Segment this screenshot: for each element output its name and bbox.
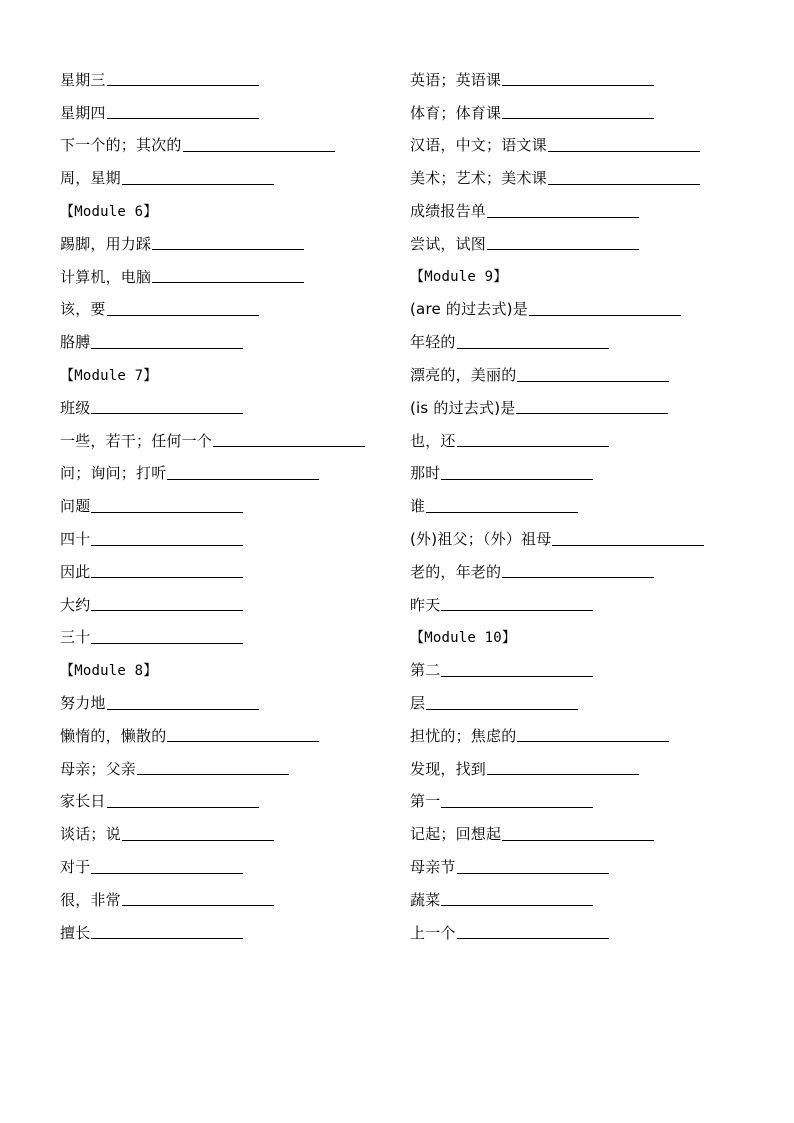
answer-blank[interactable] xyxy=(548,171,700,185)
answer-blank[interactable] xyxy=(441,597,593,611)
vocab-row xyxy=(60,227,365,260)
vocab-prompt: 担忧的；焦虑的 xyxy=(410,726,517,745)
answer-blank[interactable] xyxy=(122,827,274,841)
vocab-row xyxy=(410,686,704,719)
answer-blank[interactable] xyxy=(152,269,304,283)
answer-blank[interactable] xyxy=(517,728,669,742)
vocab-row xyxy=(60,785,365,818)
module-heading xyxy=(410,621,704,654)
answer-blank[interactable] xyxy=(91,630,243,644)
vocab-prompt: 昨天 xyxy=(410,595,441,614)
vocab-prompt: 母亲节 xyxy=(410,858,456,877)
answer-blank[interactable] xyxy=(441,663,593,677)
answer-blank[interactable] xyxy=(122,892,274,906)
answer-blank[interactable] xyxy=(107,794,259,808)
vocab-prompt: 层 xyxy=(410,694,426,713)
vocab-row xyxy=(60,916,365,949)
vocab-prompt: 努力地 xyxy=(60,694,106,713)
answer-blank[interactable] xyxy=(107,696,259,710)
answer-blank[interactable] xyxy=(487,761,639,775)
vocab-row xyxy=(60,621,365,654)
vocab-prompt: 懒惰的，懒散的 xyxy=(60,726,167,745)
answer-blank[interactable] xyxy=(441,794,593,808)
vocab-row xyxy=(60,129,365,162)
vocab-prompt: 问；询问；打听 xyxy=(60,464,167,483)
vocab-prompt: 对于 xyxy=(60,858,91,877)
vocab-prompt: (is 的过去式)是 xyxy=(410,398,516,417)
vocab-prompt: 那时 xyxy=(410,464,441,483)
vocab-prompt: 周，星期 xyxy=(60,169,121,188)
vocab-prompt: 一些，若干；任何一个 xyxy=(60,431,213,450)
answer-blank[interactable] xyxy=(487,204,639,218)
module-heading xyxy=(60,194,365,227)
vocab-prompt: 很，非常 xyxy=(60,890,121,909)
vocab-row xyxy=(60,260,365,293)
vocab-row xyxy=(60,63,365,96)
vocab-row xyxy=(410,161,704,194)
vocab-prompt: 家长日 xyxy=(60,792,106,811)
answer-blank[interactable] xyxy=(183,138,335,152)
vocab-prompt: 第一 xyxy=(410,792,441,811)
vocab-prompt: 下一个的；其次的 xyxy=(60,136,182,155)
vocab-row xyxy=(60,489,365,522)
answer-blank[interactable] xyxy=(426,499,578,513)
vocab-row xyxy=(410,883,704,916)
answer-blank[interactable] xyxy=(137,761,289,775)
module-heading xyxy=(60,653,365,686)
answer-blank[interactable] xyxy=(91,499,243,513)
vocab-prompt: 蔬菜 xyxy=(410,890,441,909)
answer-blank[interactable] xyxy=(441,892,593,906)
vocab-row xyxy=(410,424,704,457)
vocab-prompt: 因此 xyxy=(60,562,91,581)
answer-blank[interactable] xyxy=(107,72,259,86)
answer-blank[interactable] xyxy=(457,335,609,349)
answer-blank[interactable] xyxy=(107,302,259,316)
answer-blank[interactable] xyxy=(502,72,654,86)
vocab-prompt: 尝试，试图 xyxy=(410,234,487,253)
vocab-row xyxy=(60,391,365,424)
vocab-prompt: 四十 xyxy=(60,530,91,549)
vocab-row xyxy=(410,63,704,96)
answer-blank[interactable] xyxy=(91,532,243,546)
answer-blank[interactable] xyxy=(552,532,704,546)
vocab-row xyxy=(410,555,704,588)
module-heading-text: 【Module 6】 xyxy=(60,203,158,220)
vocab-row xyxy=(410,129,704,162)
module-heading-text: 【Module 10】 xyxy=(410,629,517,646)
answer-blank[interactable] xyxy=(91,564,243,578)
module-heading-text: 【Module 8】 xyxy=(60,662,158,679)
vocab-row xyxy=(410,457,704,490)
vocab-row xyxy=(60,457,365,490)
answer-blank[interactable] xyxy=(502,105,654,119)
answer-blank[interactable] xyxy=(91,925,243,939)
vocab-row xyxy=(60,883,365,916)
vocab-prompt: 英语；英语课 xyxy=(410,70,502,89)
answer-blank[interactable] xyxy=(91,597,243,611)
answer-blank[interactable] xyxy=(441,466,593,480)
vocab-row xyxy=(60,96,365,129)
answer-blank[interactable] xyxy=(152,236,304,250)
vocab-prompt: 大约 xyxy=(60,595,91,614)
vocab-prompt: 记起；回想起 xyxy=(410,825,502,844)
answer-blank[interactable] xyxy=(91,860,243,874)
module-heading-text: 【Module 7】 xyxy=(60,367,158,384)
vocab-row xyxy=(410,916,704,949)
vocab-prompt: 年轻的 xyxy=(410,333,456,352)
vocab-row xyxy=(60,522,365,555)
vocab-row xyxy=(410,752,704,785)
module-heading-text: 【Module 9】 xyxy=(410,269,508,286)
answer-blank[interactable] xyxy=(502,564,654,578)
answer-blank[interactable] xyxy=(107,105,259,119)
vocab-prompt: 也，还 xyxy=(410,431,456,450)
vocab-row xyxy=(410,653,704,686)
vocab-row xyxy=(60,817,365,850)
module-heading xyxy=(60,358,365,391)
vocab-prompt: 上一个 xyxy=(410,923,456,942)
vocab-prompt: 发现，找到 xyxy=(410,759,487,778)
answer-blank[interactable] xyxy=(457,433,609,447)
vocab-prompt: 问题 xyxy=(60,497,91,516)
vocab-row xyxy=(410,785,704,818)
vocab-row xyxy=(410,358,704,391)
vocab-row xyxy=(60,719,365,752)
answer-blank[interactable] xyxy=(502,827,654,841)
vocab-row xyxy=(410,227,704,260)
vocab-row xyxy=(410,850,704,883)
vocab-row xyxy=(60,293,365,326)
vocab-prompt: 漂亮的，美丽的 xyxy=(410,366,517,385)
right-column xyxy=(410,63,704,949)
answer-blank[interactable] xyxy=(548,138,700,152)
vocab-row xyxy=(60,161,365,194)
answer-blank[interactable] xyxy=(457,860,609,874)
answer-blank[interactable] xyxy=(457,925,609,939)
answer-blank[interactable] xyxy=(91,335,243,349)
vocab-prompt: 美术；艺术；美术课 xyxy=(410,169,547,188)
vocab-row xyxy=(410,391,704,424)
vocab-prompt: 该，要 xyxy=(60,300,106,319)
vocab-row xyxy=(60,850,365,883)
answer-blank[interactable] xyxy=(167,728,319,742)
vocab-prompt: 胳膊 xyxy=(60,333,91,352)
answer-blank[interactable] xyxy=(167,466,319,480)
left-column xyxy=(60,63,365,949)
vocab-prompt: 母亲；父亲 xyxy=(60,759,137,778)
answer-blank[interactable] xyxy=(529,302,681,316)
vocab-row xyxy=(410,489,704,522)
vocab-row xyxy=(60,555,365,588)
vocab-row xyxy=(410,96,704,129)
vocab-row xyxy=(410,522,704,555)
vocab-row xyxy=(60,752,365,785)
answer-blank[interactable] xyxy=(516,400,668,414)
vocab-prompt: (外)祖父；（外）祖母 xyxy=(410,530,552,549)
vocab-prompt: 谁 xyxy=(410,497,426,516)
vocab-row xyxy=(410,293,704,326)
answer-blank[interactable] xyxy=(426,696,578,710)
vocab-prompt: 星期三 xyxy=(60,70,106,89)
vocab-row xyxy=(410,719,704,752)
vocab-prompt: 汉语，中文；语文课 xyxy=(410,136,547,155)
vocab-prompt: 班级 xyxy=(60,398,91,417)
vocab-row xyxy=(60,325,365,358)
vocab-row xyxy=(60,588,365,621)
vocab-row xyxy=(410,194,704,227)
vocab-row xyxy=(410,588,704,621)
vocab-prompt: 踢脚，用力踩 xyxy=(60,234,152,253)
vocab-row xyxy=(410,325,704,358)
vocab-prompt: 老的，年老的 xyxy=(410,562,502,581)
answer-blank[interactable] xyxy=(122,171,274,185)
vocab-prompt: 体育；体育课 xyxy=(410,103,502,122)
vocab-prompt: 星期四 xyxy=(60,103,106,122)
answer-blank[interactable] xyxy=(213,433,365,447)
answer-blank[interactable] xyxy=(487,236,639,250)
vocab-row xyxy=(60,424,365,457)
vocab-row xyxy=(410,817,704,850)
vocab-prompt: 计算机，电脑 xyxy=(60,267,152,286)
vocab-prompt: 成绩报告单 xyxy=(410,202,487,221)
vocab-prompt: 三十 xyxy=(60,628,91,647)
answer-blank[interactable] xyxy=(91,400,243,414)
vocab-prompt: 谈话；说 xyxy=(60,825,121,844)
vocab-row xyxy=(60,686,365,719)
module-heading xyxy=(410,260,704,293)
vocab-prompt: 第二 xyxy=(410,661,441,680)
vocab-prompt: (are 的过去式)是 xyxy=(410,300,528,319)
answer-blank[interactable] xyxy=(517,368,669,382)
vocab-prompt: 擅长 xyxy=(60,923,91,942)
